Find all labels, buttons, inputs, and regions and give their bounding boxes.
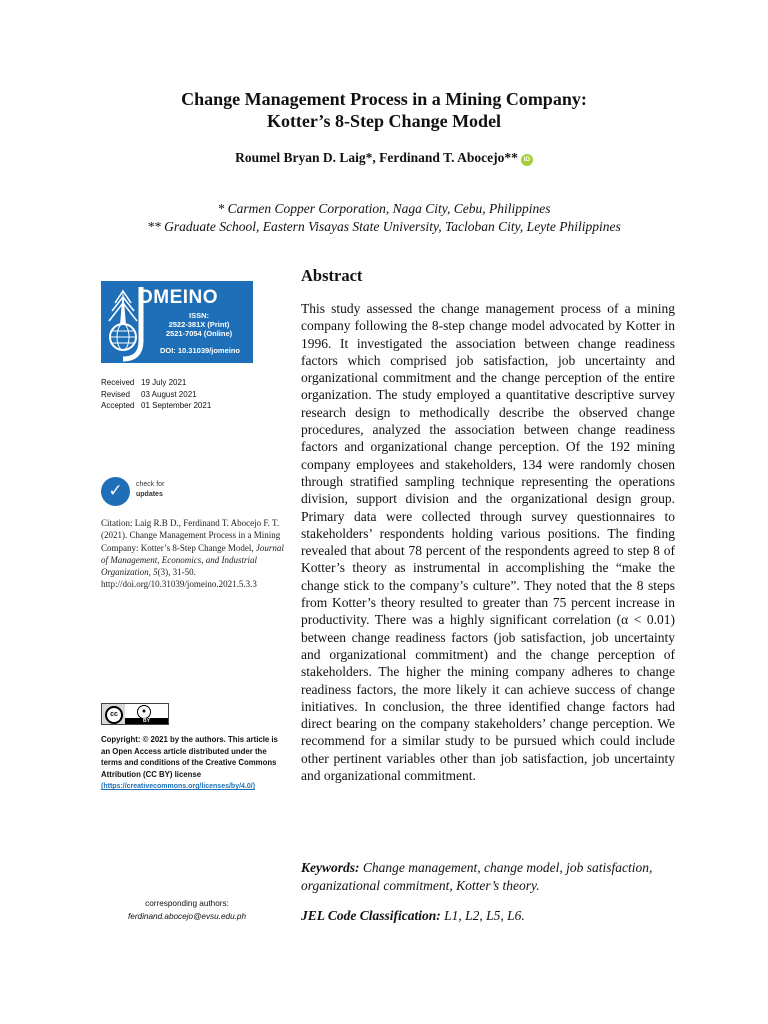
citation-issue: (3), 31-50. xyxy=(157,567,196,578)
jel-codes: L1, L2, L5, L6. xyxy=(444,908,525,923)
issn-print: 2522-381X (Print) xyxy=(168,320,230,329)
updates-label: updates xyxy=(136,491,163,498)
issn-online: 2521-7054 (Online) xyxy=(165,329,233,338)
title-line-2: Kotter’s 8-Step Change Model xyxy=(266,111,502,131)
orcid-icon[interactable]: iD xyxy=(521,154,533,166)
by-label: BY xyxy=(125,718,168,724)
journal-logo xyxy=(101,281,253,363)
citation-block xyxy=(101,517,286,591)
paper-title xyxy=(0,88,768,132)
affiliation-1: * Carmen Copper Corporation, Naga City, Cebu, Philippines xyxy=(217,201,551,216)
citation-volume: 5 xyxy=(153,567,158,578)
corresponding-heading: corresponding authors: xyxy=(145,899,229,908)
check-for-label: check for xyxy=(136,481,165,488)
keywords-text: Change management, change model, job satisfaction, organizational commitment, Kotter’s theory. xyxy=(301,860,653,893)
author-list xyxy=(0,150,768,166)
citation-doi-link[interactable]: http://doi.org/10.31039/jomeino.2021.5.3.3 xyxy=(101,579,257,590)
cc-by-license-badge[interactable] xyxy=(101,703,169,725)
corresponding-email[interactable]: ferdinand.abocejo@evsu.edu.ph xyxy=(127,912,247,921)
checkmark-icon: ✓ xyxy=(101,477,130,506)
date-accepted: Accepted 01 September 2021 xyxy=(101,401,212,410)
date-revised: Revised 03 August 2021 xyxy=(101,389,197,399)
issn-label: ISSN: xyxy=(188,311,209,320)
date-received: Received 19 July 2021 xyxy=(101,378,187,387)
affiliation-2: ** Graduate School, Eastern Visayas State University, Tacloban City, Leyte Philippines xyxy=(147,219,621,234)
jel-classification xyxy=(301,908,675,924)
journal-issn xyxy=(147,311,251,338)
keywords-label: Keywords: xyxy=(301,860,360,875)
journal-doi: DOI: 10.31039/jomeino xyxy=(159,346,241,355)
citation-prefix: Citation: Laig R.B D., Ferdinand T. Abocejo F. T. (2021). Change Management Process in a Mining Company: Kotter’s 8-Step Change Model, xyxy=(101,518,281,553)
license-link[interactable]: (https://creativecommons.org/licenses/by/4.0/) xyxy=(101,783,256,791)
title-line-1: Change Management Process in a Mining Company: xyxy=(181,89,587,109)
jel-label: JEL Code Classification: xyxy=(301,908,441,923)
journal-name: OMEINO xyxy=(138,287,219,308)
citation-journal: Journal of Management, Economics, and Industrial Organization, xyxy=(101,542,284,578)
person-icon: ● xyxy=(137,705,151,719)
check-for-updates-button[interactable] xyxy=(101,477,231,507)
copyright-text: Copyright: © 2021 by the authors. This article is an Open Access article distributed under the terms and conditions of the Creative Commons Attribution (CC BY) license xyxy=(101,735,278,779)
copyright-notice xyxy=(101,734,286,793)
keywords xyxy=(301,859,675,895)
authors-text: Roumel Bryan D. Laig*, Ferdinand T. Abocejo** xyxy=(235,150,518,165)
abstract-heading: Abstract xyxy=(301,266,363,285)
article-dates xyxy=(101,377,281,412)
cc-icon: cc xyxy=(105,706,123,724)
abstract-text: This study assessed the change management process of a mining company following the 8-step change model advocated by Kotter in 1996. It investigated the association between change readiness factors which comprised job satisfaction, job uncertainty and organizational commitment and the change perception of the entire organization. The study employed a quantitative descriptive survey research design to methodically describe the observed change procedures, analyzed the association between change readiness factors and organizational change perception. Of the 192 mining company employees and stakeholders, 134 were randomly chosen through stratified sampling technique representing the operations division, support division and the organizational design group. Primary data were collected through survey questionnaires to stakeholders’ respondents holding various positions. The finding revealed that about 78 percent of the respondents agreed to step 8 of Kotter’s theory as instrumental in accomplishing the “make the change stick to the company’s culture”. They noted that the 8 steps from Kotter’s theory resulted to greater than 75 percent increase in productivity. There was a highly significant correlation (α < 0.01) between change readiness factors (job satisfaction, job uncertainty and organizational commitment) and the change perception of stakeholders. The higher the mining company adheres to change readiness factors, the more likely it can achieve success of change initiatives. In conclusion, the three identified change factors had direct bearing on the company stakeholders’ change perception. We recommend for a similar study to be pursued which could include other pertinent variables other than job satisfaction, job uncertainty and organizational commitment. xyxy=(301,301,675,784)
